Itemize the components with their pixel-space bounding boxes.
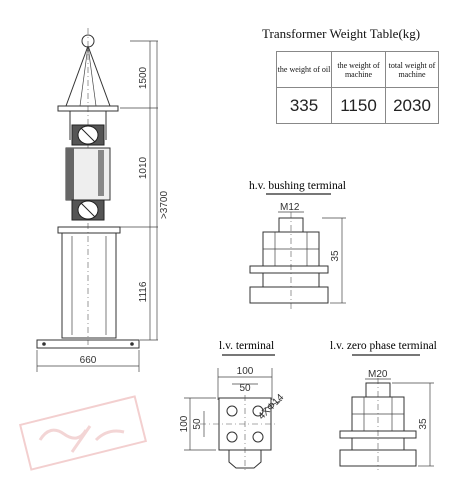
tank-lid [58,227,120,233]
header-total-weight: total weight of machine [386,52,439,88]
lv-inner-width-label: 50 [239,383,251,394]
vertical-dimensions [120,41,170,340]
core-coil-side [98,150,104,196]
weight-table-title: Transformer Weight Table(kg) [262,26,421,41]
hv-bushing-title: h.v. bushing terminal [249,180,346,192]
lv-outer-width-label: 100 [236,366,254,377]
lv-inner-height-label: 50 [192,418,203,430]
transformer-elevation [37,28,139,348]
lv-hole-4 [253,432,263,442]
sling-left [66,46,88,106]
base-width-dimension [37,350,139,372]
sling-inner-left [80,46,88,106]
lv-hole-3 [227,432,237,442]
base-bolt-left [42,342,46,346]
lv-hole-1 [227,406,237,416]
lv-zero-phase-terminal [330,340,437,470]
stamp-marks [40,426,124,452]
lv-terminal-title: l.v. terminal [219,340,275,352]
lv-zero-height-label: 35 [418,418,429,430]
hv-thread-label: M12 [280,202,300,213]
header-oil-weight: the weight of oil [277,52,332,88]
lv-outer-height-label: 100 [179,415,190,433]
lv-zero-thread-label: M20 [368,369,388,380]
lv-terminal [179,340,287,470]
hv-base [250,287,328,303]
hv-height-label: 35 [330,250,341,262]
header-machine-weight: the weight of machine [332,52,386,88]
dim-total-height: >3700 [159,190,170,220]
lv-zero-title: l.v. zero phase terminal [330,340,437,352]
stamp-watermark [20,396,146,469]
dim-tank-height: 1116 [138,281,149,303]
dim-base-width: 660 [79,355,97,366]
value-machine-weight: 1150 [332,88,386,124]
core-coil-shade [66,148,74,200]
hv-washer [250,266,328,273]
hv-bushing-terminal [249,180,346,310]
sling-inner-right [88,46,96,106]
tank-body [62,233,116,338]
sling-right [88,46,110,106]
dim-top-height: 1500 [138,66,149,90]
base-bolt-right [130,342,134,346]
value-oil-weight: 335 [277,88,332,124]
value-total-weight: 2030 [386,88,439,124]
lv-holes-label: 4XΦ14 [256,392,287,423]
dim-core-height: 1010 [138,156,149,180]
